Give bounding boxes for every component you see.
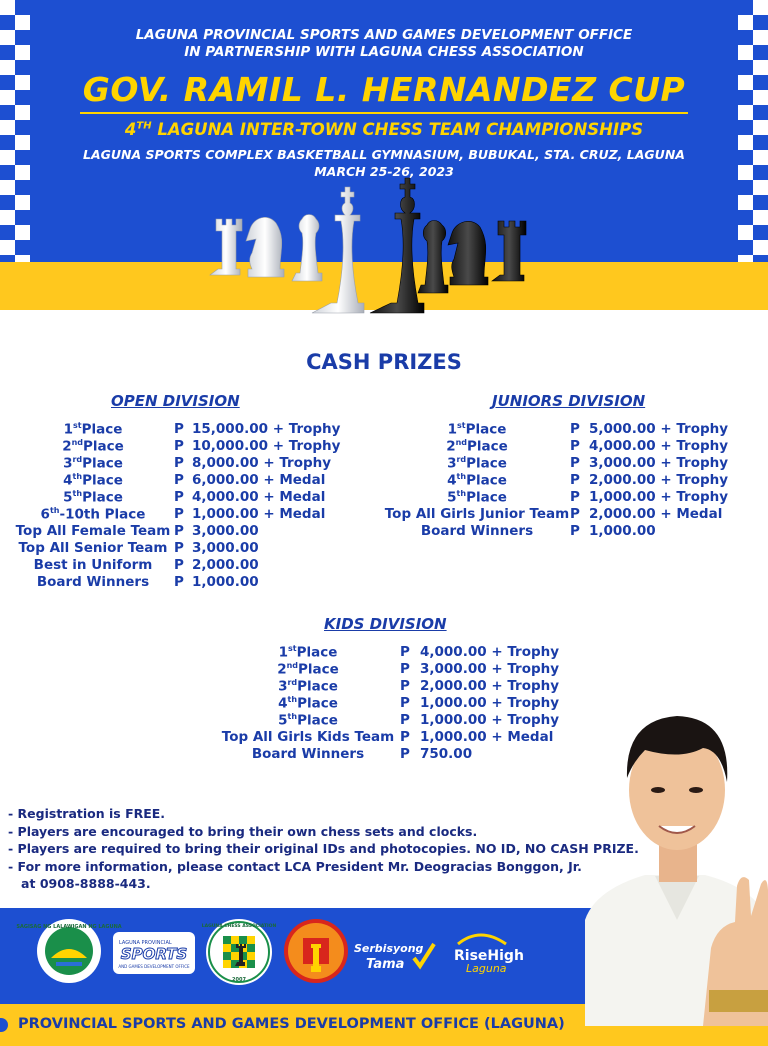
laguna-seal-logo <box>16 918 122 984</box>
svg-text:LAGUNA PROVINCIAL: LAGUNA PROVINCIAL <box>119 940 172 946</box>
prize-row <box>384 438 768 455</box>
prize-amount: 1,000.00 + Medal <box>420 729 554 745</box>
prize-row <box>0 523 380 540</box>
prize-amount: 1,000.00 + Trophy <box>420 695 560 711</box>
prize-label: 3rdPlace <box>278 678 338 695</box>
prize-label: 5thPlace <box>63 489 123 506</box>
prize-label: Top All Senior Team <box>18 540 168 556</box>
currency-symbol: P <box>570 455 580 471</box>
prize-row <box>0 472 380 489</box>
svg-text:2007: 2007 <box>232 977 246 983</box>
currency-symbol: P <box>570 523 580 539</box>
prize-label: 1stPlace <box>278 644 338 661</box>
prize-amount: 10,000.00 + Trophy <box>192 438 341 454</box>
prize-amount: 4,000.00 + Trophy <box>589 438 729 454</box>
serbisyong-tama-logo <box>352 938 442 974</box>
note-item: - For more information, please contact LCA President Mr. Deogracias Bonggon, Jr. <box>8 858 582 874</box>
prize-amount: 1,000.00 + Trophy <box>589 489 729 505</box>
prize-label: 5thPlace <box>278 712 338 729</box>
prize-label: Board Winners <box>36 574 150 590</box>
currency-symbol: P <box>174 489 184 505</box>
prize-label: Top All Female Team <box>15 523 171 539</box>
currency-symbol: P <box>174 523 184 539</box>
prize-label: Board Winners <box>420 523 534 539</box>
prize-amount: 2,000.00 + Medal <box>589 506 723 522</box>
currency-symbol: P <box>400 712 410 728</box>
open-division-title: OPEN DIVISION <box>111 392 240 410</box>
currency-symbol: P <box>174 421 184 437</box>
prize-row <box>384 455 768 472</box>
note-item: - Players are encouraged to bring their own chess sets and clocks. <box>8 823 478 839</box>
currency-symbol: P <box>400 729 410 745</box>
prize-amount: 6,000.00 + Medal <box>192 472 326 488</box>
prize-amount: 3,000.00 + Trophy <box>420 661 560 677</box>
prize-row <box>200 695 580 712</box>
title-divider <box>80 112 688 114</box>
sports-office-logo <box>113 924 195 982</box>
risehigh-laguna-logo <box>450 930 522 976</box>
currency-symbol: P <box>400 678 410 694</box>
currency-symbol: P <box>174 506 184 522</box>
prize-row <box>384 506 768 523</box>
prize-label: 2ndPlace <box>446 438 508 455</box>
prize-label: 4thPlace <box>447 472 507 489</box>
prize-label: Top All Girls Kids Team <box>221 729 395 745</box>
seal-text: SAGISAG NG LALAWIGAN NG LAGUNA <box>16 924 122 930</box>
currency-symbol: P <box>570 489 580 505</box>
prize-row <box>384 489 768 506</box>
prize-label: 1stPlace <box>63 421 123 438</box>
prize-label: Top All Girls Junior Team <box>384 506 570 522</box>
svg-text:Laguna: Laguna <box>466 962 507 975</box>
note-item: - Registration is FREE. <box>8 806 166 821</box>
prize-label: 4thPlace <box>278 695 338 712</box>
provincial-emblem-logo <box>283 918 349 984</box>
svg-text:LAGUNA CHESS ASSOCIATION: LAGUNA CHESS ASSOCIATION <box>201 924 277 929</box>
currency-symbol: P <box>400 695 410 711</box>
prize-label: 2ndPlace <box>277 661 339 678</box>
note-item: at 0908-8888-443. <box>8 876 151 891</box>
prize-label: 2ndPlace <box>62 438 124 455</box>
prize-amount: 1,000.00 + Medal <box>192 506 326 522</box>
juniors-division-title: JUNIORS DIVISION <box>492 392 646 410</box>
partner-line: IN PARTNERSHIP WITH LAGUNA CHESS ASSOCIATION <box>184 44 584 60</box>
currency-symbol: P <box>174 540 184 556</box>
prize-amount: 4,000.00 + Medal <box>192 489 326 505</box>
prize-amount: 1,000.00 <box>192 574 259 590</box>
prize-amount: 5,000.00 + Trophy <box>589 421 729 437</box>
prize-row <box>384 472 768 489</box>
prize-row <box>0 574 380 591</box>
prize-amount: 8,000.00 + Trophy <box>192 455 332 471</box>
currency-symbol: P <box>174 472 184 488</box>
currency-symbol: P <box>174 438 184 454</box>
prize-label: 6th-10th Place <box>40 506 146 523</box>
prize-row <box>384 421 768 438</box>
currency-symbol: P <box>400 746 410 762</box>
prize-row <box>0 489 380 506</box>
svg-text:RiseHigh: RiseHigh <box>454 948 524 964</box>
prize-amount: 3,000.00 + Trophy <box>589 455 729 471</box>
governor-photo <box>585 690 768 1026</box>
currency-symbol: P <box>570 472 580 488</box>
currency-symbol: P <box>400 661 410 677</box>
svg-text:SPORTS: SPORTS <box>120 945 188 963</box>
prize-amount: 2,000.00 + Trophy <box>420 678 560 694</box>
prize-row <box>200 712 580 729</box>
prize-label: 5thPlace <box>447 489 507 506</box>
currency-symbol: P <box>174 455 184 471</box>
svg-text:Tama: Tama <box>366 957 405 972</box>
prize-row <box>0 438 380 455</box>
prize-amount: 1,000.00 <box>589 523 656 539</box>
note-item: - Players are required to bring their original IDs and photocopies. NO ID, NO CASH PRIZE. <box>8 841 639 856</box>
currency-symbol: P <box>400 644 410 660</box>
prize-amount: 2,000.00 <box>192 557 259 573</box>
date-line: MARCH 25-26, 2023 <box>314 164 454 179</box>
chess-pieces-image <box>200 185 540 325</box>
prize-amount: 3,000.00 <box>192 523 259 539</box>
prize-label: 1stPlace <box>447 421 507 438</box>
prize-amount: 4,000.00 + Trophy <box>420 644 560 660</box>
prize-label: Best in Uniform <box>33 557 153 573</box>
kids-division-title: KIDS DIVISION <box>324 615 447 633</box>
prize-amount: 3,000.00 <box>192 540 259 556</box>
svg-text:AND GAMES DEVELOPMENT OFFICE: AND GAMES DEVELOPMENT OFFICE <box>118 964 190 969</box>
prize-label: 4thPlace <box>63 472 123 489</box>
prize-label: 3rdPlace <box>63 455 123 472</box>
prize-row <box>200 729 580 746</box>
organizer-line: LAGUNA PROVINCIAL SPORTS AND GAMES DEVELOPMENT OFFICE <box>135 27 633 43</box>
laguna-chess-association-logo <box>201 918 277 986</box>
prize-row <box>200 678 580 695</box>
currency-symbol: P <box>570 438 580 454</box>
event-subtitle: 4TH LAGUNA INTER-TOWN CHESS TEAM CHAMPIONSHIPS <box>124 120 644 139</box>
prize-label: Board Winners <box>251 746 365 762</box>
venue-line: LAGUNA SPORTS COMPLEX BASKETBALL GYMNASIUM, BUBUKAL, STA. CRUZ, LAGUNA <box>83 147 685 162</box>
prize-row <box>0 557 380 574</box>
prize-row <box>0 540 380 557</box>
currency-symbol: P <box>570 506 580 522</box>
prize-row <box>0 421 380 438</box>
prize-row <box>200 746 580 763</box>
currency-symbol: P <box>570 421 580 437</box>
prize-amount: 15,000.00 + Trophy <box>192 421 341 437</box>
prize-row <box>384 523 768 540</box>
svg-text:Serbisyong: Serbisyong <box>354 942 424 955</box>
footer-text: PROVINCIAL SPORTS AND GAMES DEVELOPMENT OFFICE (LAGUNA) <box>18 1016 565 1032</box>
cash-prizes-heading: CASH PRIZES <box>306 350 462 374</box>
prize-label: 3rdPlace <box>447 455 507 472</box>
currency-symbol: P <box>174 574 184 590</box>
prize-row <box>200 644 580 661</box>
prize-row <box>0 506 380 523</box>
prize-amount: 750.00 <box>420 746 473 762</box>
prize-amount: 1,000.00 + Trophy <box>420 712 560 728</box>
notes-list <box>8 806 639 894</box>
prize-row <box>0 455 380 472</box>
prize-row <box>200 661 580 678</box>
currency-symbol: P <box>174 557 184 573</box>
event-title: GOV. RAMIL L. HERNANDEZ CUP <box>82 70 686 109</box>
prize-amount: 2,000.00 + Trophy <box>589 472 729 488</box>
